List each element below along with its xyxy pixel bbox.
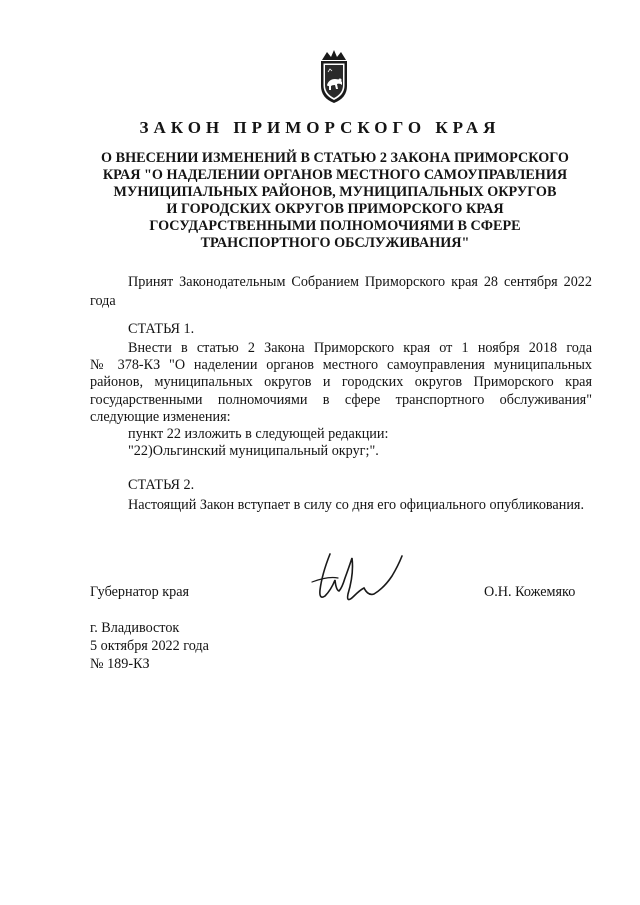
article-1-heading: СТАТЬЯ 1. xyxy=(128,321,195,337)
signing-place xyxy=(90,619,209,673)
article-1-line: Внести в статью 2 Закона Приморского края от 1 ноября 2018 года xyxy=(128,340,592,356)
law-number: № 189-КЗ xyxy=(90,656,150,672)
signing-date: 5 октября 2022 года xyxy=(90,638,209,654)
article-2-text: Настоящий Закон вступает в силу со дня его официального опубликования. xyxy=(128,497,584,513)
title-line: ТРАНСПОРТНОГО ОБСЛУЖИВАНИЯ" xyxy=(200,235,470,251)
adoption-text: Принят Законодательным Собранием Приморского края 28 сентября 2022 года xyxy=(90,274,592,309)
article-2-body xyxy=(90,496,592,515)
adoption-note xyxy=(90,273,592,311)
city: г. Владивосток xyxy=(90,620,180,636)
title-line: О ВНЕСЕНИИ ИЗМЕНЕНИЙ В СТАТЬЮ 2 ЗАКОНА ПРИМОРСКОГО xyxy=(101,150,569,166)
title-line: ГОСУДАРСТВЕННЫМИ ПОЛНОМОЧИЯМИ В СФЕРЕ xyxy=(149,218,521,234)
coat-of-arms-icon xyxy=(314,48,354,104)
article-2-heading: СТАТЬЯ 2. xyxy=(128,477,195,493)
signature-icon xyxy=(308,548,410,612)
governor-name: О.Н. Кожемяко xyxy=(484,584,576,600)
title-line: МУНИЦИПАЛЬНЫХ РАЙОНОВ, МУНИЦИПАЛЬНЫХ ОКРУГОВ xyxy=(113,184,557,200)
title-line: КРАЯ "О НАДЕЛЕНИИ ОРГАНОВ МЕСТНОГО САМОУПРАВЛЕНИЯ xyxy=(102,167,568,183)
article-1-line: государственными полномочиями в сфере транспортного обслуживания" xyxy=(90,391,592,408)
article-1-line: районов, муниципальных округов и городских округов Приморского края xyxy=(90,374,592,391)
title-line: И ГОРОДСКИХ ОКРУГОВ ПРИМОРСКОГО КРАЯ xyxy=(166,201,504,217)
article-1-line: пункт 22 изложить в следующей редакции: xyxy=(128,426,389,443)
document-title xyxy=(80,150,590,252)
article-1-line: "22)Ольгинский муниципальный округ;". xyxy=(128,443,379,460)
document-type: ЗАКОН ПРИМОРСКОГО КРАЯ xyxy=(139,118,501,137)
governor-position: Губернатор края xyxy=(90,584,190,600)
article-1-line: № 378-КЗ "О наделении органов местного самоуправления муниципальных xyxy=(90,357,592,374)
article-1-body xyxy=(90,340,592,460)
article-1-line: следующие изменения: xyxy=(90,408,231,425)
